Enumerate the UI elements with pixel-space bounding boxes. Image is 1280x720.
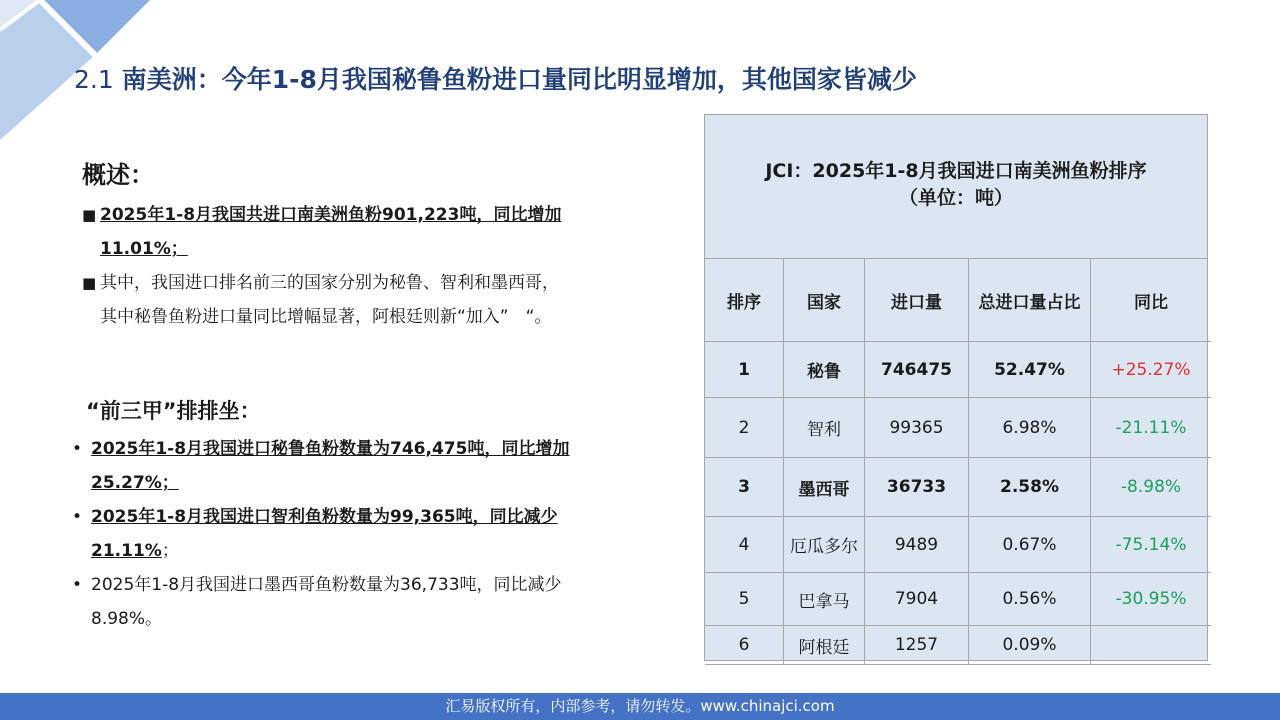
yoy-cell: -8.98% <box>1091 458 1212 517</box>
volume-cell: 9489 <box>865 517 969 573</box>
country-cell: 秘鲁 <box>784 342 865 398</box>
footer-text: 汇易版权所有，内部参考，请勿转发。www.chinajci.com <box>445 697 835 715</box>
table-caption-line2: （单位：吨） <box>898 186 1013 209</box>
overview-text: 2025年1-8月我国共进口南美洲鱼粉901,223吨，同比增加11.01%； <box>100 205 562 259</box>
section-number: 2.1 <box>74 65 114 94</box>
share-cell: 0.56% <box>969 573 1091 626</box>
yoy-cell <box>1091 626 1212 665</box>
dot-bullet-icon: • <box>72 439 83 459</box>
rank-cell: 6 <box>705 626 784 665</box>
title-text: 南美洲：今年1-8月我国秘鲁鱼粉进口量同比明显增加，其他国家皆减少 <box>121 65 917 94</box>
square-bullet-icon: ■ <box>82 206 97 224</box>
column-header: 排序 <box>705 259 784 342</box>
share-cell: 0.67% <box>969 517 1091 573</box>
rank-cell: 4 <box>705 517 784 573</box>
footer-bar <box>0 693 1280 720</box>
column-header: 进口量 <box>865 259 969 342</box>
overview-heading: 概述： <box>82 161 154 189</box>
ranking-table <box>705 259 1211 665</box>
rank-cell: 3 <box>705 458 784 517</box>
overview-item <box>82 266 562 334</box>
rank-cell: 2 <box>705 398 784 458</box>
yoy-cell: -75.14% <box>1091 517 1212 573</box>
share-cell: 6.98% <box>969 398 1091 458</box>
top3-item <box>72 432 632 500</box>
column-header: 国家 <box>784 259 865 342</box>
country-cell: 厄瓜多尔 <box>784 517 865 573</box>
dot-bullet-icon: • <box>72 575 83 595</box>
yoy-cell: -30.95% <box>1091 573 1212 626</box>
overview-list <box>82 198 562 334</box>
country-cell: 墨西哥 <box>784 458 865 517</box>
top3-text: 2025年1-8月我国进口墨西哥鱼粉数量为36,733吨，同比减少8.98%。 <box>91 575 562 629</box>
volume-cell: 36733 <box>865 458 969 517</box>
top3-list <box>72 432 632 636</box>
top3-item <box>72 500 632 568</box>
column-header: 总进口量占比 <box>969 259 1091 342</box>
volume-cell: 99365 <box>865 398 969 458</box>
table-row <box>705 573 1211 626</box>
overview-item <box>82 198 562 266</box>
share-cell: 52.47% <box>969 342 1091 398</box>
import-ranking-table <box>704 114 1208 661</box>
yoy-cell: +25.27% <box>1091 342 1212 398</box>
table-caption-line1: JCI：2025年1-8月我国进口南美洲鱼粉排序 <box>765 159 1147 182</box>
volume-cell: 746475 <box>865 342 969 398</box>
top3-text: 2025年1-8月我国进口秘鲁鱼粉数量为746,475吨，同比增加25.27%； <box>91 439 570 493</box>
country-cell: 智利 <box>784 398 865 458</box>
share-cell: 0.09% <box>969 626 1091 665</box>
table-caption <box>705 115 1207 259</box>
table-row <box>705 342 1211 398</box>
table-row <box>705 626 1211 665</box>
top3-text: 2025年1-8月我国进口智利鱼粉数量为99,365吨，同比减少21.11% <box>91 507 558 561</box>
table-row <box>705 517 1211 573</box>
table-row <box>705 458 1211 517</box>
volume-cell: 7904 <box>865 573 969 626</box>
table-header-row <box>705 259 1211 342</box>
top3-item <box>72 568 632 636</box>
share-cell: 2.58% <box>969 458 1091 517</box>
table-row <box>705 398 1211 458</box>
rank-cell: 1 <box>705 342 784 398</box>
top3-suffix: ； <box>161 541 179 561</box>
overview-text: 其中，我国进口排名前三的国家分别为秘鲁、智利和墨西哥，其中秘鲁鱼粉进口量同比增幅显著，阿根廷则新“加入” “。 <box>100 273 559 327</box>
country-cell: 阿根廷 <box>784 626 865 665</box>
square-bullet-icon: ■ <box>82 274 97 292</box>
volume-cell: 1257 <box>865 626 969 665</box>
column-header: 同比 <box>1091 259 1212 342</box>
top3-heading: “前三甲”排排坐： <box>86 399 261 423</box>
country-cell: 巴拿马 <box>784 573 865 626</box>
yoy-cell: -21.11% <box>1091 398 1212 458</box>
dot-bullet-icon: • <box>72 507 83 527</box>
rank-cell: 5 <box>705 573 784 626</box>
page-title <box>74 62 917 98</box>
